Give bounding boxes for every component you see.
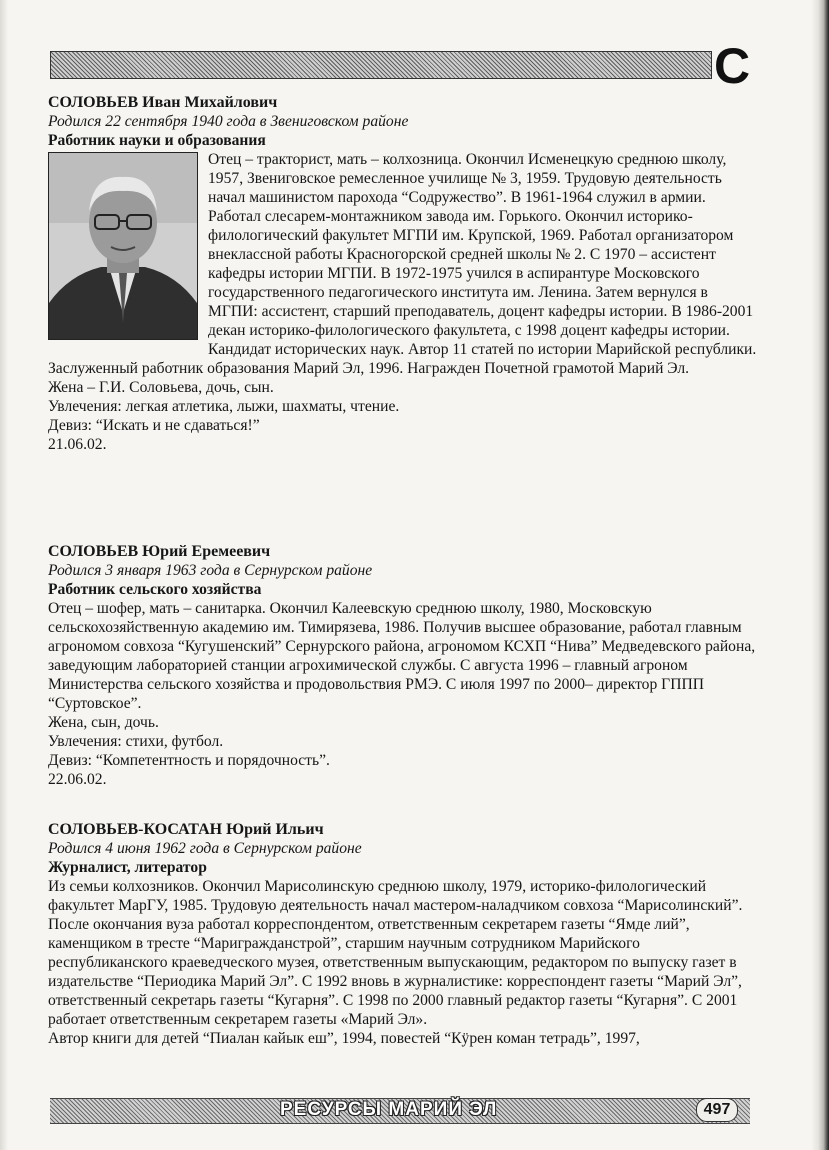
- entry-biography: Отец – шофер, мать – санитарка. Окончил Калеевскую среднюю школу, 1980, Московскую сельскохозяйственную академию им. Тимирязева, 1986. Получив высшее образование, работал главным агрономом совхоза “Кугушенский” Сернурского района, агрономом КСХП “Нива” Медведевского района, заведующим лабораторией станции агрохимической службы. С августа 1996 – главный агроном Министерства сельского хозяйства и продовольствия РМЭ. С июля 1997 по 2000– директор ГППП “Суртовское”.: [48, 600, 756, 712]
- page-number: 497: [696, 1098, 738, 1122]
- entry-detail-line: Девиз: “Компетентность и порядочность”.: [48, 752, 330, 769]
- entry-birth: Родился 3 января 1963 года в Сернурском районе: [48, 562, 373, 579]
- entry-soloviev-kosatan: [48, 820, 760, 1048]
- entry-detail-line: Кандидат исторических наук. Автор 11 статей по истории Марийской республики.: [208, 341, 757, 358]
- entry-detail-line: Жена – Г.И. Соловьева, дочь, сын.: [48, 379, 274, 396]
- entry-name: СОЛОВЬЕВ Юрий Еремеевич: [48, 543, 271, 560]
- entry-date: 21.06.02.: [48, 436, 107, 453]
- entry-biography: Отец – тракторист, мать – колхозница. Окончил Исменецкую среднюю школу, 1957, Звениговское ремесленное училище № 3, 1959. Трудовую деятельность начал машинистом парохода “Содружество”. В 1961-1964 служил в армии. Работал слесарем-монтажником завода им. Горького. Окончил историко-филологический факультет МГПИ им. Крупской, 1969. Работал организатором внеклассной работы Красногорской средней школы № 2. С 1970 – ассистент кафедры истории МГПИ. В 1972-1975 учился в аспирантуре Московского государственного педагогического института им. Ленина. Затем вернулся в МГПИ: ассистент, старший преподаватель, доцент кафедры истории. В 1986-2001 декан историко-филологического факультета, с 1998 доцент кафедры истории.: [208, 151, 754, 339]
- entry-detail-line: Автор книги для детей “Пиалан кайык еш”, 1994, повестей “Кӱрен коман тетрадь”, 1997,: [48, 1030, 640, 1047]
- entry-soloviev-ivan: [48, 93, 760, 454]
- entry-detail-line: Заслуженный работник образования Марий Эл, 1996. Награжден Почетной грамотой Марий Эл.: [48, 360, 690, 377]
- entry-detail-line: Увлечения: легкая атлетика, лыжи, шахматы, чтение.: [48, 398, 400, 415]
- entry-birth: Родился 22 сентября 1940 года в Звениговском районе: [48, 113, 409, 130]
- scan-left-edge: [0, 0, 8, 1150]
- footer-title: РЕСУРСЫ МАРИЙ ЭЛ: [280, 1099, 498, 1120]
- entry-profession: Работник сельского хозяйства: [48, 581, 262, 598]
- entry-profession: Работник науки и образования: [48, 132, 266, 149]
- entry-name: СОЛОВЬЕВ Иван Михайлович: [48, 94, 278, 111]
- portrait-photo: [48, 152, 198, 340]
- entry-profession: Журналист, литератор: [48, 859, 207, 876]
- entry-detail-line: Увлечения: стихи, футбол.: [48, 733, 224, 750]
- entry-soloviev-yuri: [48, 542, 760, 789]
- scan-right-edge: [811, 0, 829, 1150]
- entry-detail-line: Девиз: “Искать и не сдаваться!”: [48, 417, 260, 434]
- entry-date: 22.06.02.: [48, 771, 107, 788]
- entry-name: СОЛОВЬЕВ-КОСАТАН Юрий Ильич: [48, 821, 324, 838]
- entry-biography: Из семьи колхозников. Окончил Марисолинскую среднюю школу, 1979, историко-филологический факультет МарГУ, 1985. Трудовую деятельность начал мастером-наладчиком совхоза “Марисолинский”. После окончания вуза работал корреспондентом, ответственным секретарем газеты “Ямде лий”, каменщиком в тресте “Маригражданстрой”, старшим научным сотрудником Марийского республиканского краеведческого музея, ответственным выпускающим, редактором по выпуску газет в издательстве “Периодика Марий Эл”. С 1992 вновь в журналистике: корреспондент газеты “Марий Эл”, ответственный секретарь газеты “Кугарня”. С 1998 по 2000 главный редактор газеты “Кугарня”. С 2001 работает ответственным секретарем газеты «Марий Эл».: [48, 878, 743, 1028]
- header-band: [50, 51, 712, 79]
- entry-detail-line: Жена, сын, дочь.: [48, 714, 159, 731]
- section-letter: С: [714, 38, 751, 94]
- entry-birth: Родился 4 июня 1962 года в Сернурском районе: [48, 840, 362, 857]
